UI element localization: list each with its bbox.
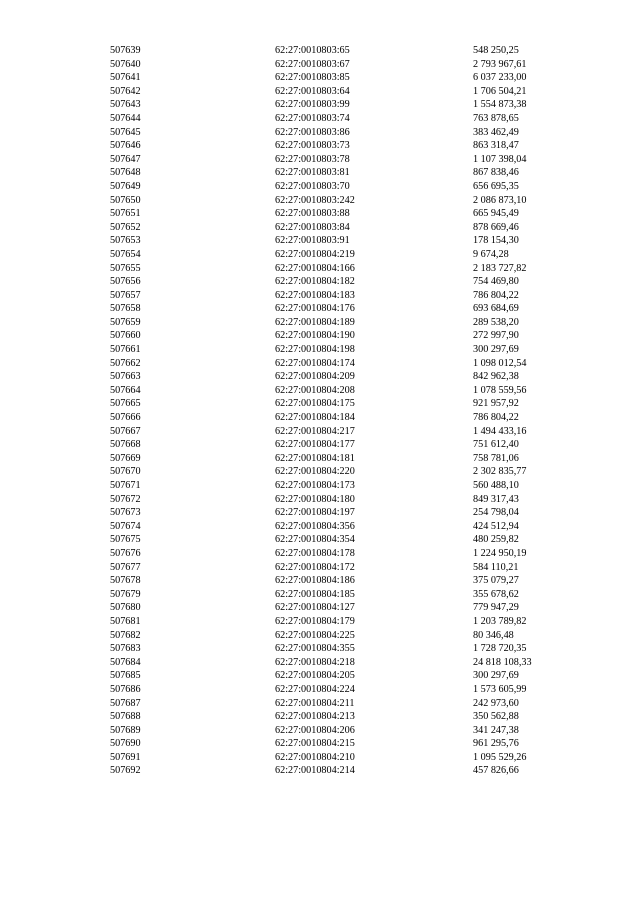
cadastral-number: 62:27:0010804:217 bbox=[275, 425, 355, 437]
cadastral-number: 62:27:0010804:190 bbox=[275, 330, 355, 342]
row-number: 507649 bbox=[110, 180, 141, 192]
row-number: 507668 bbox=[110, 439, 141, 451]
cadastral-value: 754 469,80 bbox=[473, 276, 519, 288]
cadastral-value: 350 562,88 bbox=[473, 711, 519, 723]
row-number: 507681 bbox=[110, 615, 141, 627]
table-row bbox=[0, 493, 640, 507]
cadastral-number: 62:27:0010804:176 bbox=[275, 303, 355, 315]
cadastral-value: 272 997,90 bbox=[473, 330, 519, 342]
row-number: 507680 bbox=[110, 602, 141, 614]
cadastral-number: 62:27:0010803:70 bbox=[275, 180, 350, 192]
table-row bbox=[0, 479, 640, 493]
row-number: 507653 bbox=[110, 235, 141, 247]
table-row bbox=[0, 588, 640, 602]
cadastral-value: 560 488,10 bbox=[473, 480, 519, 491]
row-number: 507651 bbox=[110, 208, 141, 220]
cadastral-value: 779 947,29 bbox=[473, 602, 519, 614]
table-row bbox=[0, 275, 640, 289]
table-row bbox=[0, 724, 640, 738]
cadastral-value: 1 728 720,35 bbox=[473, 643, 527, 655]
row-number: 507665 bbox=[110, 398, 141, 410]
cadastral-value: 300 297,69 bbox=[473, 670, 519, 682]
cadastral-number: 62:27:0010804:166 bbox=[275, 262, 355, 274]
cadastral-number: 62:27:0010804:175 bbox=[275, 398, 355, 410]
row-number: 507673 bbox=[110, 507, 141, 519]
table-row bbox=[0, 764, 640, 778]
cadastral-value: 457 826,66 bbox=[473, 765, 519, 777]
table-row bbox=[0, 194, 640, 208]
cadastral-value: 842 962,38 bbox=[473, 371, 519, 383]
cadastral-number: 62:27:0010803:85 bbox=[275, 72, 350, 84]
cadastral-number: 62:27:0010803:99 bbox=[275, 99, 350, 111]
table-row bbox=[0, 547, 640, 561]
cadastral-value: 2 302 835,77 bbox=[473, 466, 527, 478]
row-number: 507644 bbox=[110, 112, 141, 124]
row-number: 507676 bbox=[110, 547, 141, 559]
cadastral-value: 693 684,69 bbox=[473, 303, 519, 315]
row-number: 507645 bbox=[110, 126, 141, 138]
table-row bbox=[0, 656, 640, 670]
cadastral-number: 62:27:0010804:215 bbox=[275, 738, 355, 750]
row-number: 507679 bbox=[110, 588, 141, 600]
table-row bbox=[0, 71, 640, 85]
cadastral-number: 62:27:0010804:181 bbox=[275, 452, 355, 464]
row-number: 507671 bbox=[110, 480, 141, 491]
table-row bbox=[0, 343, 640, 357]
cadastral-number: 62:27:0010804:219 bbox=[275, 248, 355, 260]
table-row bbox=[0, 697, 640, 711]
cadastral-number: 62:27:0010804:214 bbox=[275, 765, 355, 777]
table-row bbox=[0, 302, 640, 316]
table-row bbox=[0, 629, 640, 643]
row-number: 507662 bbox=[110, 357, 141, 369]
cadastral-number: 62:27:0010804:177 bbox=[275, 439, 355, 451]
cadastral-value: 1 098 012,54 bbox=[473, 357, 527, 369]
row-number: 507656 bbox=[110, 276, 141, 288]
row-number: 507655 bbox=[110, 262, 141, 274]
cadastral-number: 62:27:0010804:182 bbox=[275, 276, 355, 288]
cadastral-number: 62:27:0010804:179 bbox=[275, 615, 355, 627]
table-row bbox=[0, 316, 640, 330]
cadastral-number: 62:27:0010804:356 bbox=[275, 520, 355, 532]
cadastral-value: 1 078 559,56 bbox=[473, 384, 527, 396]
table-row bbox=[0, 384, 640, 398]
cadastral-value: 584 110,21 bbox=[473, 561, 519, 573]
table-row bbox=[0, 153, 640, 167]
table-row bbox=[0, 520, 640, 534]
cadastral-value: 1 554 873,38 bbox=[473, 99, 527, 111]
cadastral-value: 80 346,48 bbox=[473, 629, 514, 641]
cadastral-value: 178 154,30 bbox=[473, 235, 519, 247]
cadastral-value: 548 250,25 bbox=[473, 45, 519, 56]
table-row bbox=[0, 234, 640, 248]
table-row bbox=[0, 357, 640, 371]
table-row bbox=[0, 533, 640, 547]
cadastral-value: 786 804,22 bbox=[473, 412, 519, 424]
table-row bbox=[0, 751, 640, 765]
cadastral-value: 1 494 433,16 bbox=[473, 425, 527, 437]
cadastral-value: 921 957,92 bbox=[473, 398, 519, 410]
row-number: 507650 bbox=[110, 194, 141, 206]
table-row bbox=[0, 710, 640, 724]
row-number: 507661 bbox=[110, 344, 141, 356]
cadastral-number: 62:27:0010804:211 bbox=[275, 697, 355, 709]
cadastral-value: 665 945,49 bbox=[473, 208, 519, 220]
table-row bbox=[0, 397, 640, 411]
cadastral-number: 62:27:0010804:213 bbox=[275, 711, 355, 723]
cadastral-number: 62:27:0010803:67 bbox=[275, 58, 350, 70]
cadastral-number: 62:27:0010803:74 bbox=[275, 112, 350, 124]
table-row bbox=[0, 683, 640, 697]
row-number: 507647 bbox=[110, 153, 141, 165]
data-table bbox=[0, 44, 640, 778]
cadastral-value: 758 781,06 bbox=[473, 452, 519, 464]
cadastral-value: 1 224 950,19 bbox=[473, 547, 527, 559]
cadastral-number: 62:27:0010804:127 bbox=[275, 602, 355, 614]
cadastral-value: 763 878,65 bbox=[473, 112, 519, 124]
row-number: 507690 bbox=[110, 738, 141, 750]
cadastral-value: 1 573 605,99 bbox=[473, 683, 527, 695]
cadastral-number: 62:27:0010804:172 bbox=[275, 561, 355, 573]
cadastral-value: 1 107 398,04 bbox=[473, 153, 527, 165]
table-row bbox=[0, 112, 640, 126]
table-row bbox=[0, 574, 640, 588]
cadastral-value: 242 973,60 bbox=[473, 697, 519, 709]
table-row bbox=[0, 44, 640, 58]
cadastral-value: 383 462,49 bbox=[473, 126, 519, 138]
cadastral-value: 849 317,43 bbox=[473, 493, 519, 505]
table-row bbox=[0, 615, 640, 629]
cadastral-number: 62:27:0010804:355 bbox=[275, 643, 355, 655]
cadastral-number: 62:27:0010804:189 bbox=[275, 316, 355, 328]
row-number: 507686 bbox=[110, 683, 141, 695]
row-number: 507684 bbox=[110, 656, 141, 668]
row-number: 507666 bbox=[110, 412, 141, 424]
cadastral-value: 375 079,27 bbox=[473, 575, 519, 587]
row-number: 507648 bbox=[110, 167, 141, 179]
cadastral-value: 2 086 873,10 bbox=[473, 194, 527, 206]
table-row bbox=[0, 329, 640, 343]
cadastral-number: 62:27:0010804:180 bbox=[275, 493, 355, 505]
row-number: 507675 bbox=[110, 534, 141, 546]
cadastral-number: 62:27:0010803:84 bbox=[275, 221, 350, 233]
row-number: 507641 bbox=[110, 72, 141, 84]
cadastral-number: 62:27:0010804:185 bbox=[275, 588, 355, 600]
cadastral-value: 786 804,22 bbox=[473, 289, 519, 301]
table-row bbox=[0, 506, 640, 520]
row-number: 507683 bbox=[110, 643, 141, 655]
row-number: 507664 bbox=[110, 384, 141, 396]
row-number: 507659 bbox=[110, 316, 141, 328]
table-row bbox=[0, 438, 640, 452]
cadastral-value: 751 612,40 bbox=[473, 439, 519, 451]
row-number: 507682 bbox=[110, 629, 141, 641]
cadastral-value: 656 695,35 bbox=[473, 180, 519, 192]
table-row bbox=[0, 642, 640, 656]
table-row bbox=[0, 166, 640, 180]
row-number: 507692 bbox=[110, 765, 141, 777]
cadastral-value: 355 678,62 bbox=[473, 588, 519, 600]
row-number: 507658 bbox=[110, 303, 141, 315]
row-number: 507687 bbox=[110, 697, 141, 709]
row-number: 507663 bbox=[110, 371, 141, 383]
table-row bbox=[0, 221, 640, 235]
cadastral-value: 341 247,38 bbox=[473, 724, 519, 736]
table-row bbox=[0, 370, 640, 384]
cadastral-value: 2 793 967,61 bbox=[473, 58, 527, 70]
row-number: 507688 bbox=[110, 711, 141, 723]
row-number: 507657 bbox=[110, 289, 141, 301]
row-number: 507691 bbox=[110, 751, 141, 763]
cadastral-value: 289 538,20 bbox=[473, 316, 519, 328]
cadastral-number: 62:27:0010804:184 bbox=[275, 412, 355, 424]
table-row bbox=[0, 207, 640, 221]
row-number: 507677 bbox=[110, 561, 141, 573]
row-number: 507639 bbox=[110, 45, 141, 56]
cadastral-value: 9 674,28 bbox=[473, 248, 509, 260]
table-row bbox=[0, 737, 640, 751]
cadastral-number: 62:27:0010803:73 bbox=[275, 140, 350, 152]
cadastral-number: 62:27:0010804:208 bbox=[275, 384, 355, 396]
row-number: 507640 bbox=[110, 58, 141, 70]
cadastral-number: 62:27:0010803:86 bbox=[275, 126, 350, 138]
cadastral-value: 480 259,82 bbox=[473, 534, 519, 546]
row-number: 507654 bbox=[110, 248, 141, 260]
cadastral-number: 62:27:0010804:354 bbox=[275, 534, 355, 546]
cadastral-value: 24 818 108,33 bbox=[473, 656, 532, 668]
cadastral-value: 254 798,04 bbox=[473, 507, 519, 519]
cadastral-value: 424 512,94 bbox=[473, 520, 519, 532]
cadastral-value: 1 203 789,82 bbox=[473, 615, 527, 627]
table-row bbox=[0, 262, 640, 276]
row-number: 507660 bbox=[110, 330, 141, 342]
table-row bbox=[0, 669, 640, 683]
cadastral-value: 867 838,46 bbox=[473, 167, 519, 179]
cadastral-number: 62:27:0010804:178 bbox=[275, 547, 355, 559]
cadastral-number: 62:27:0010804:186 bbox=[275, 575, 355, 587]
cadastral-number: 62:27:0010804:224 bbox=[275, 683, 355, 695]
cadastral-value: 1 095 529,26 bbox=[473, 751, 527, 763]
row-number: 507669 bbox=[110, 452, 141, 464]
cadastral-number: 62:27:0010804:198 bbox=[275, 344, 355, 356]
table-row bbox=[0, 180, 640, 194]
cadastral-number: 62:27:0010804:183 bbox=[275, 289, 355, 301]
table-row bbox=[0, 85, 640, 99]
cadastral-value: 961 295,76 bbox=[473, 738, 519, 750]
row-number: 507646 bbox=[110, 140, 141, 152]
table-row bbox=[0, 601, 640, 615]
cadastral-number: 62:27:0010803:65 bbox=[275, 45, 350, 56]
cadastral-number: 62:27:0010803:78 bbox=[275, 153, 350, 165]
cadastral-value: 863 318,47 bbox=[473, 140, 519, 152]
cadastral-number: 62:27:0010803:88 bbox=[275, 208, 350, 220]
table-row bbox=[0, 289, 640, 303]
row-number: 507678 bbox=[110, 575, 141, 587]
cadastral-number: 62:27:0010803:242 bbox=[275, 194, 355, 206]
table-row bbox=[0, 58, 640, 72]
row-number: 507667 bbox=[110, 425, 141, 437]
cadastral-number: 62:27:0010804:205 bbox=[275, 670, 355, 682]
row-number: 507685 bbox=[110, 670, 141, 682]
row-number: 507672 bbox=[110, 493, 141, 505]
row-number: 507670 bbox=[110, 466, 141, 478]
table-row bbox=[0, 452, 640, 466]
table-row bbox=[0, 425, 640, 439]
cadastral-number: 62:27:0010804:174 bbox=[275, 357, 355, 369]
cadastral-number: 62:27:0010803:81 bbox=[275, 167, 350, 179]
table-row bbox=[0, 126, 640, 140]
cadastral-number: 62:27:0010804:225 bbox=[275, 629, 355, 641]
cadastral-number: 62:27:0010803:64 bbox=[275, 85, 350, 97]
cadastral-value: 2 183 727,82 bbox=[473, 262, 527, 274]
cadastral-number: 62:27:0010804:210 bbox=[275, 751, 355, 763]
row-number: 507652 bbox=[110, 221, 141, 233]
table-row bbox=[0, 248, 640, 262]
cadastral-number: 62:27:0010804:218 bbox=[275, 656, 355, 668]
table-row bbox=[0, 139, 640, 153]
cadastral-number: 62:27:0010803:91 bbox=[275, 235, 350, 247]
table-row bbox=[0, 465, 640, 479]
cadastral-value: 300 297,69 bbox=[473, 344, 519, 356]
cadastral-number: 62:27:0010804:197 bbox=[275, 507, 355, 519]
cadastral-number: 62:27:0010804:173 bbox=[275, 480, 355, 491]
cadastral-number: 62:27:0010804:209 bbox=[275, 371, 355, 383]
cadastral-value: 6 037 233,00 bbox=[473, 72, 527, 84]
table-row bbox=[0, 411, 640, 425]
cadastral-number: 62:27:0010804:206 bbox=[275, 724, 355, 736]
row-number: 507642 bbox=[110, 85, 141, 97]
row-number: 507689 bbox=[110, 724, 141, 736]
row-number: 507674 bbox=[110, 520, 141, 532]
row-number: 507643 bbox=[110, 99, 141, 111]
cadastral-number: 62:27:0010804:220 bbox=[275, 466, 355, 478]
table-row bbox=[0, 561, 640, 575]
cadastral-value: 878 669,46 bbox=[473, 221, 519, 233]
table-row bbox=[0, 98, 640, 112]
cadastral-value: 1 706 504,21 bbox=[473, 85, 527, 97]
